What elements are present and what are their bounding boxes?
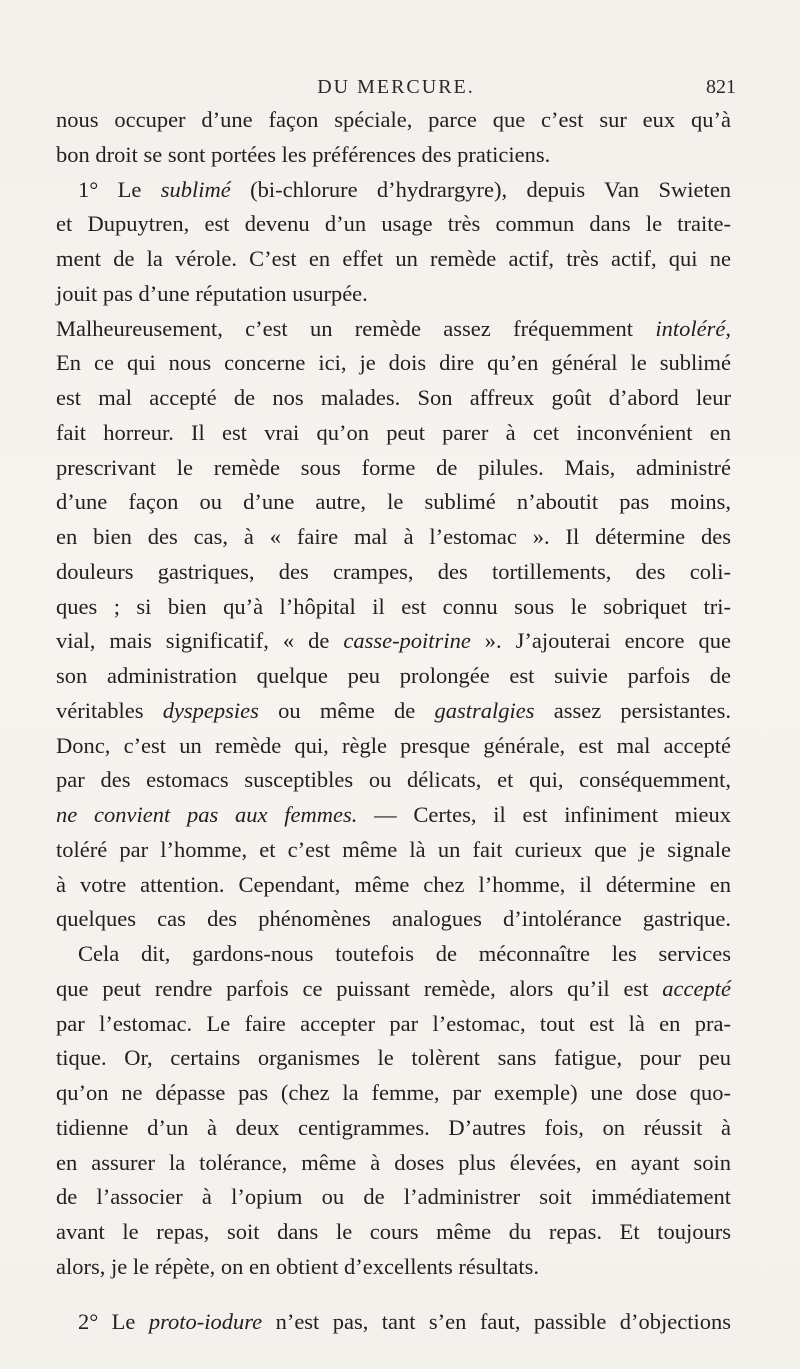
text-segment: véritables xyxy=(56,697,163,723)
text-line xyxy=(56,798,731,833)
text-segment: (bi-chlorure d’hydrargyre), depuis Van Swieten xyxy=(230,176,732,202)
text-segment: ». J’ajouterai encore que xyxy=(470,628,731,654)
text-segment: que peut rendre parfois ce puissant remède, alors qu’il est xyxy=(56,975,663,1001)
italic-term: dyspepsies xyxy=(162,697,259,723)
text-segment: 1° Le xyxy=(78,176,161,202)
text-line: par des estomacs susceptibles ou délicats, et qui, conséquemment, xyxy=(56,767,731,793)
text-line: d’une façon ou d’une autre, le sublimé n’aboutit pas moins, xyxy=(56,489,731,515)
text-line: avant le repas, soit dans le cours même du repas. Et toujours xyxy=(56,1219,731,1244)
paragraph-gap xyxy=(56,1285,731,1305)
text-line: en bien des cas, à « faire mal à l’estomac ». Il détermine des xyxy=(56,524,731,549)
text-segment: ou même de xyxy=(258,697,435,723)
text-line: ques ; si bien qu’à l’hôpital il est connu sous le sobriquet tri- xyxy=(56,593,731,619)
italic-term: gastralgies xyxy=(434,697,535,723)
text-line: à votre attention. Cependant, même chez l’homme, il détermine en xyxy=(56,871,731,897)
text-segment: assez persistantes. xyxy=(534,697,731,723)
text-segment: vial, mais significatif, « de xyxy=(56,628,344,654)
text-line: son administration quelque peu prolongée est suivie parfois de xyxy=(56,663,731,688)
text-segment: n’est pas, tant s’en faut, passible d’objections xyxy=(262,1308,731,1334)
text-line: bon droit se sont portées les préférences des praticiens. xyxy=(56,141,551,167)
paragraph-start-line xyxy=(56,173,731,208)
text-segment: Malheureusement, c’est un remède assez fréquemment xyxy=(56,315,656,341)
text-line: de l’associer à l’opium ou de l’administrer soit immédiatement xyxy=(56,1184,731,1210)
italic-term: ne convient pas aux femmes. xyxy=(56,802,358,827)
text-line: alors, je le répète, on en obtient d’excellents résultats. xyxy=(56,1253,539,1279)
italic-term: casse-poitrine xyxy=(343,628,471,654)
paragraph-start-line xyxy=(56,312,731,347)
running-head xyxy=(56,76,736,100)
text-line: douleurs gastriques, des crampes, des tortillements, des coli- xyxy=(56,558,731,584)
italic-term: accepté xyxy=(662,975,731,1001)
paragraph-start-line xyxy=(56,1305,731,1340)
text-line: quelques cas des phénomènes analogues d’intolérance gastrique. xyxy=(56,906,731,932)
text-line: qu’on ne dépasse pas (chez la femme, par exemple) une dose quo- xyxy=(56,1080,731,1105)
text-segment: — Certes, il est infiniment mieux xyxy=(357,802,732,827)
text-line: nous occuper d’une façon spéciale, parce que c’est sur eux qu’à xyxy=(56,107,731,132)
text-line: et Dupuytren, est devenu d’un usage très commun dans le traite- xyxy=(56,211,731,237)
text-line: tidienne d’un à deux centigrammes. D’autres fois, on réussit à xyxy=(56,1114,731,1140)
italic-term: sublimé xyxy=(160,176,231,202)
text-line: toléré par l’homme, et c’est même là un fait curieux que je signale xyxy=(56,836,731,862)
text-line xyxy=(56,624,731,659)
text-line: ment de la vérole. C’est en effet un remède actif, très actif, qui ne xyxy=(56,246,731,271)
text-line: Cela dit, gardons-nous toutefois de méconnaître les services xyxy=(78,941,731,966)
text-line: en assurer la tolérance, même à doses plus élevées, en ayant soin xyxy=(56,1149,731,1175)
italic-term: intoléré, xyxy=(655,315,731,341)
text-line: est mal accepté de nos malades. Son affreux goût d’abord leur xyxy=(56,385,731,410)
text-line xyxy=(56,694,731,729)
italic-term: proto-iodure xyxy=(148,1308,263,1334)
running-title: DU MERCURE. xyxy=(317,76,475,98)
text-line xyxy=(56,972,731,1007)
text-segment: 2° Le xyxy=(78,1308,149,1334)
text-line: jouit pas d’une réputation usurpée. xyxy=(56,280,368,306)
page-number: 821 xyxy=(706,76,736,98)
body-text xyxy=(56,103,731,1339)
text-line: Donc, c’est un remède qui, règle presque générale, est mal accepté xyxy=(56,732,731,758)
text-line: prescrivant le remède sous forme de pilules. Mais, administré xyxy=(56,454,731,480)
text-line: En ce qui nous concerne ici, je dois dire qu’en général le sublimé xyxy=(56,350,731,376)
text-line: par l’estomac. Le faire accepter par l’estomac, tout est là en pra- xyxy=(56,1010,731,1036)
text-line: tique. Or, certains organismes le tolèrent sans fatigue, pour peu xyxy=(56,1045,731,1071)
text-line: fait horreur. Il est vrai qu’on peut parer à cet inconvénient en xyxy=(56,419,731,445)
